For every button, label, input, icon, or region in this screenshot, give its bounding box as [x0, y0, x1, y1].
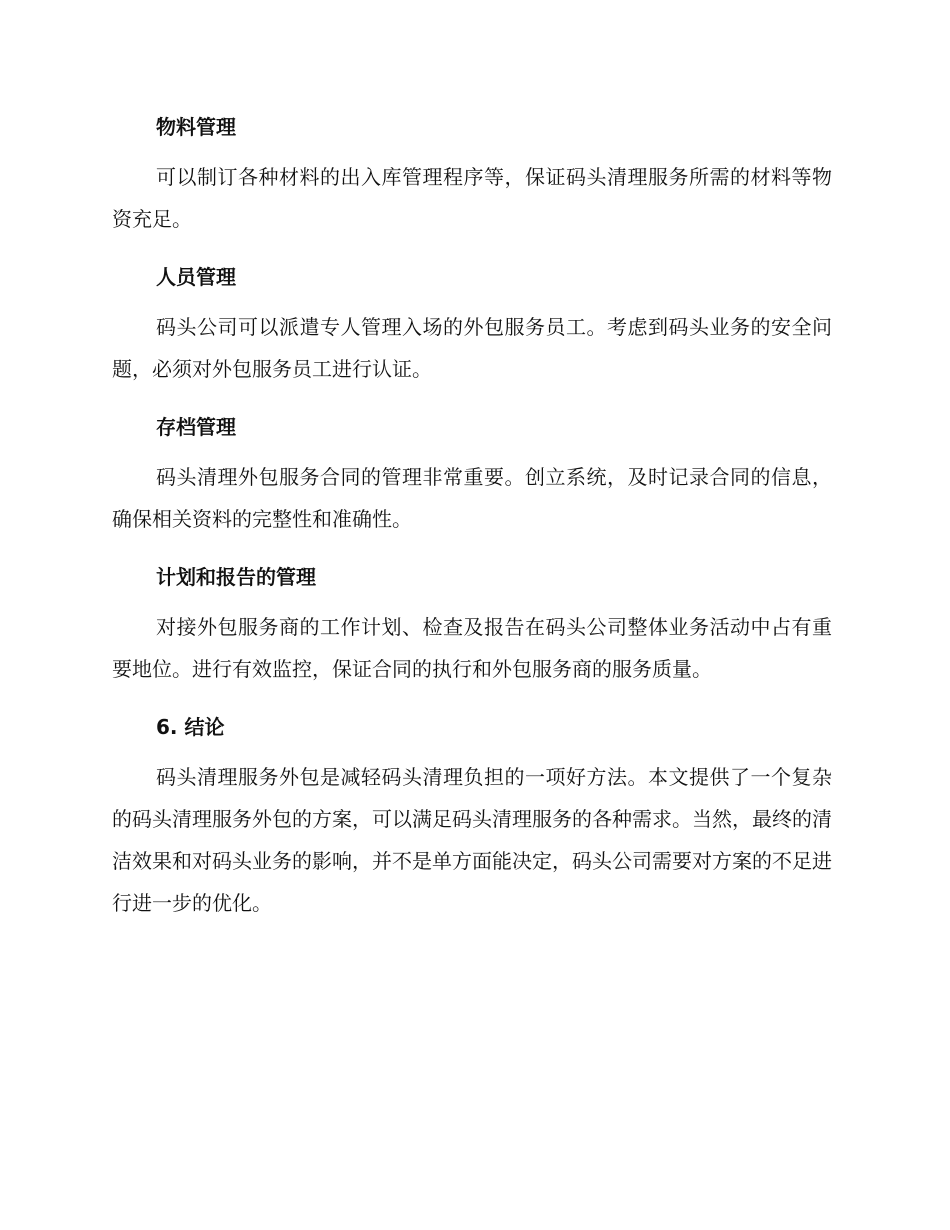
section-heading: 物料管理	[156, 115, 236, 139]
section-paragraph: 可以制订各种材料的出入库管理程序等，保证码头清理服务所需的材料等物资充足。	[112, 165, 832, 231]
section-paragraph: 码头清理服务外包是减轻码头清理负担的一项好方法。本文提供了一个复杂的码头清理服务外包的方案，可以满足码头清理服务的各种需求。当然，最终的清洁效果和对码头业务的影响，并不是单方面能决定，码头公司需要对方案的不足进行进一步的优化。	[112, 765, 832, 915]
section-heading: 存档管理	[156, 415, 236, 439]
section-material-management	[112, 112, 832, 240]
section-heading: 6. 结论	[156, 715, 225, 739]
section-archive-management	[112, 412, 832, 540]
section-paragraph: 码头清理外包服务合同的管理非常重要。创立系统，及时记录合同的信息，确保相关资料的完整性和准确性。	[112, 465, 832, 531]
section-plan-report-management	[112, 562, 832, 690]
section-paragraph: 码头公司可以派遣专人管理入场的外包服务员工。考虑到码头业务的安全问题，必须对外包服务员工进行认证。	[112, 315, 832, 381]
section-conclusion	[112, 712, 832, 924]
document-page	[112, 112, 832, 946]
section-heading: 人员管理	[156, 265, 236, 289]
section-paragraph: 对接外包服务商的工作计划、检查及报告在码头公司整体业务活动中占有重要地位。进行有效监控，保证合同的执行和外包服务商的服务质量。	[112, 615, 832, 681]
section-heading: 计划和报告的管理	[156, 565, 316, 589]
section-personnel-management	[112, 262, 832, 390]
